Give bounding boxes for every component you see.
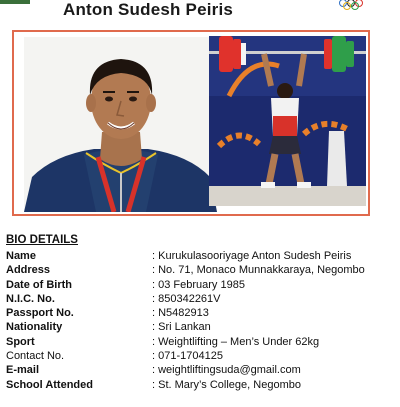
bio-row-passport	[6, 306, 396, 320]
bio-details-table	[6, 249, 396, 392]
bio-label: E-mail	[6, 364, 40, 377]
olympic-rings-logo	[338, 0, 376, 10]
bio-row-contact	[6, 349, 396, 363]
bio-row-sport	[6, 335, 396, 349]
bio-row-date-of-birth	[6, 278, 396, 292]
bio-label: Date of Birth	[6, 278, 72, 291]
bio-row-name	[6, 249, 396, 263]
bio-label: Passport No.	[6, 307, 74, 320]
bio-value: : 03 February 1985	[152, 278, 245, 291]
bio-row-address	[6, 263, 396, 277]
weightlifting-action-photo	[209, 36, 366, 206]
bio-row-nationality	[6, 320, 396, 334]
bio-label: School Attended	[6, 378, 93, 391]
bio-value: : Sri Lankan	[152, 321, 211, 334]
bio-label: Contact No.	[6, 350, 65, 363]
bio-label: Name	[6, 250, 36, 262]
bio-value: : St. Mary’s College, Negombo	[152, 378, 301, 391]
header-accent-bar	[0, 0, 30, 4]
bio-label: Address	[6, 264, 51, 277]
photo-frame	[12, 30, 370, 216]
bio-details-heading: BIO DETAILS	[6, 234, 78, 246]
bio-row-nic	[6, 292, 396, 306]
bio-value: : No. 71, Monaco Munnakkaraya, Negombo	[152, 264, 365, 277]
bio-value: : N5482913	[152, 307, 209, 320]
bio-label: Sport	[6, 335, 35, 348]
bio-label: N.I.C. No.	[6, 292, 55, 305]
bio-value: : 071-1704125	[152, 350, 223, 363]
bio-value: : weightliftingsuda@gmail.com	[152, 364, 301, 377]
athlete-name-title: Anton Sudesh Peiris	[63, 0, 234, 19]
bio-value: : 850342261V	[152, 292, 221, 305]
bio-row-email	[6, 363, 396, 377]
bio-label: Nationality	[6, 321, 63, 334]
bio-value: : Kurukulasooriyage Anton Sudesh Peiris	[152, 250, 352, 262]
athlete-portrait	[24, 37, 217, 212]
bio-row-school	[6, 378, 396, 392]
bio-value: : Weightlifting – Men’s Under 62kg	[152, 335, 320, 348]
